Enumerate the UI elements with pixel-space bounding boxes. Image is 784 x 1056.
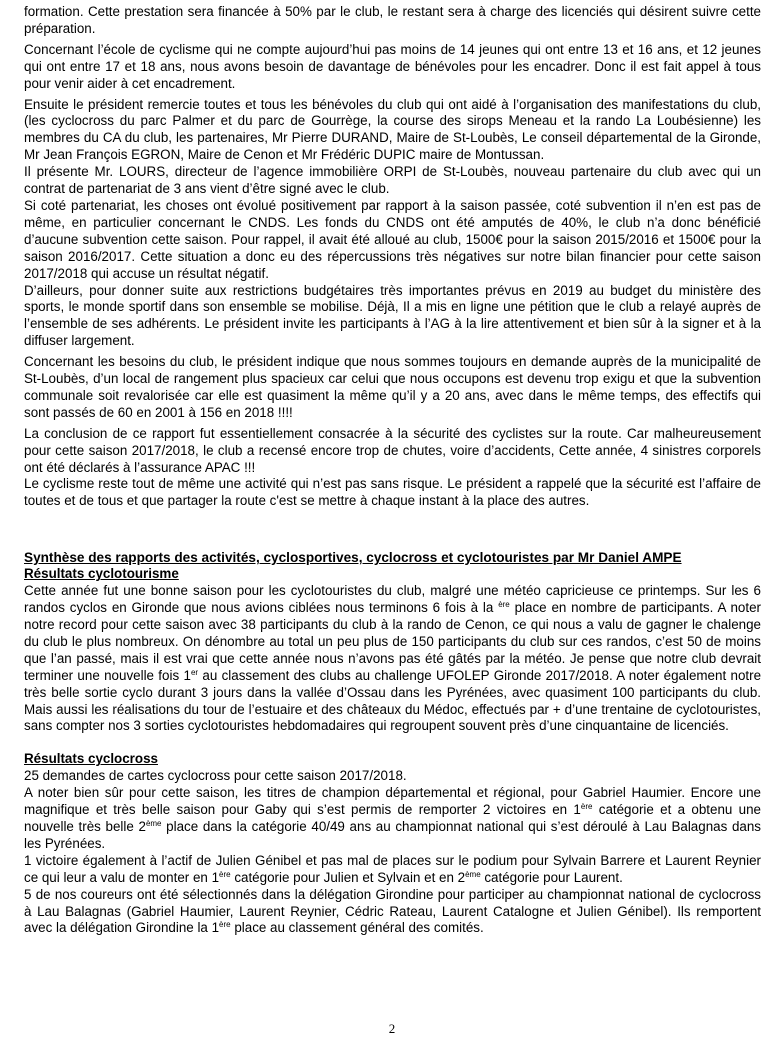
- superscript: ère: [219, 869, 231, 879]
- superscript: er: [190, 667, 199, 677]
- paragraph: Si coté partenariat, les choses ont évolué positivement par rapport à la saison passée, coté subvention il n’en est pas de même, en particulier concernant le CNDS. Les fonds du CNDS ont été amputés de 40%, le club n’a donc bénéficié d’aucune subvention cette saison. Pour rappel, il avait été alloué au club, 1500€ pour la saison 2015/2016 et 1500€ pour la saison 2016/2017. Cette situation a donc eu des répercussions très négatives sur notre bilan financier pour cette saison 2017/2018 qui accuse un résultat négatif.: [24, 197, 761, 281]
- superscript: ère: [580, 802, 593, 812]
- paragraph: Ensuite le président remercie toutes et tous les bénévoles du club qui ont aidé à l’organisation des manifestations du club, (les cyclocross du parc Palmer et du parc de Gourrège, la course des sirops Meneau et la rando La Loubésienne) les membres du CA du club, les partenaires, Mr Pierre DURAND, Maire de St-Loubès, Le conseil départemental de la Gironde, Mr Jean François EGRON, Maire de Cenon et Mr Frédéric DUPIC maire de Montussan.: [24, 96, 761, 163]
- subsection-title-cyclocross: Résultats cyclocross: [24, 751, 158, 767]
- text-run: place au classement général des comités.: [230, 920, 484, 936]
- text-run: place dans la catégorie 40/49 ans au championnat national qui s’est déroulé à Lau Balagnas dans les Pyrénées.: [24, 818, 761, 851]
- paragraph: Le cyclisme reste tout de même une activité qui n’est pas sans risque. Le président a rappelé que la sécurité est l’affaire de toutes et de tous et que partager la route c'est se mettre à chaque instant à la place des autres.: [24, 476, 761, 509]
- text-run: 1 victoire également à l’actif de Julien Génibel et pas mal de places sur le podium pour Sylvain Barrere et Laurent Reynier ce qui leur a valu de monter en 1: [24, 852, 761, 885]
- text-run: catégorie et a obtenu une nouvelle très belle 2: [24, 802, 761, 834]
- paragraph: La conclusion de ce rapport fut essentiellement consacrée à la sécurité des cyclistes sur la route. Car malheureusement pour cette saison 2017/2018, le club a recensé encore trop de chutes, voire d’accidents, Cette année, 4 sinistres corporels ont été déclarés à l’assurance APAC !!!: [24, 425, 761, 475]
- paragraph-cyclocross-champion: [24, 785, 761, 853]
- paragraph: Il présente Mr. LOURS, directeur de l’agence immobilière ORPI de St-Loubès, nouveau partenaire du club avec qui un contrat de partenariat de 3 ans vient d’être signé avec le club.: [24, 164, 761, 197]
- paragraph-cyclocross-podium: [24, 853, 761, 887]
- paragraph-cyclocross-cards: 25 demandes de cartes cyclocross pour cette saison 2017/2018.: [24, 768, 407, 784]
- paragraph: formation. Cette prestation sera financée à 50% par le club, le restant sera à charge des licenciés qui désirent suivre cette préparation.: [24, 4, 761, 36]
- paragraph: D’ailleurs, pour donner suite aux restrictions budgétaires très importantes prévus en 2019 au budget du ministère des sports, le monde sportif dans son ensemble se mobilise. Déjà, Il a mis en ligne une pétition que le club a relayé auprès de l’ensemble de ses adhérents. Le président invite les participants à l’AG à la lire attentivement et bien sûr à la signer et à la diffuser largement.: [24, 282, 761, 349]
- paragraph-cyclotourisme: [24, 583, 761, 735]
- superscript: ère: [498, 600, 510, 610]
- page-number: 2: [388, 1021, 396, 1036]
- text-run: place en nombre de participants. A noter notre record pour cette saison avec 38 participants du club à la rando de Cenon, ce qui nous a valu de gagner le chalenge du club le plus nombreux. On dénombre au total un peu plus de 150 participants du club sur ces randos, c’est 50 de moins que l’an passé, mais il est vrai que cette année nous n’avons pas été gâtés par la météo. Je pense que notre club devrait terminer une nouvelle fois 1: [24, 600, 761, 683]
- paragraph-cyclocross-national: [24, 887, 761, 938]
- paragraph: Concernant l’école de cyclisme qui ne compte aujourd’hui pas moins de 14 jeunes qui ont entre 13 et 16 ans, et 12 jeunes qui ont entre 17 et 18 ans, nous avons besoin de davantage de bénévoles pour les encadrer. Donc il est fait appel à tous pour venir aider à cet encadrement.: [24, 41, 761, 91]
- text-run: A noter bien sûr pour cette saison, les titres de champion départemental et régional, pour Gabriel Haumier. Encore une magnifique et très belle saison pour Gaby qui s’est permis de remporter 2 victoires en 1: [24, 785, 761, 818]
- text-run: catégorie pour Julien et Sylvain et en 2: [230, 869, 466, 885]
- text-run: Cette année fut une bonne saison pour les cyclotouristes du club, malgré une météo capricieuse ce printemps. Sur les 6 randos cyclos en Gironde que nous avions ciblées nous terminons 6 fois à la: [24, 583, 761, 616]
- text-run: au classement des clubs au challenge UFOLEP Gironde 2017/2018. A noter également notre très belle sortie cyclo durant 3 jours dans la vallée d’Ossau dans les Pyrénées, avec quasiment 100 participants du club. Mais aussi les réalisations du tour de l’estuaire et des châteaux du Médoc, effectués par + d’une trentaine de cyclotouristes, sans compter nos 3 sorties cyclotouristes hebdomadaires qui regroupent souvent près d’une cinquantaine de licenciés.: [24, 667, 762, 734]
- superscript: ère: [219, 920, 231, 930]
- paragraph: Concernant les besoins du club, le président indique que nous sommes toujours en demande auprès de la municipalité de St-Loubès, d’un local de rangement plus spacieux car celui que nous occupons est devenu trop exigu et que la subvention communale soit revalorisée car elle est quasiment la même qu’il y a 20 ans, avec dans le même temps, des effectifs qui sont passés de 60 en 2001 à 156 en 2018 !!!!: [24, 354, 761, 420]
- text-run: 5 de nos coureurs ont été sélectionnés dans la délégation Girondine pour participer au championnat national de cyclocross à Lau Balagnas (Gabriel Haumier, Laurent Reynier, Cédric Rateau, Laurent Catalogne et Julien Génibel). Ils remportent avec la délégation Girondine la 1: [24, 886, 761, 936]
- section-title: Synthèse des rapports des activités, cyclosportives, cyclocross et cyclotouristes par Mr Daniel AMPE: [24, 550, 682, 566]
- document-page: [24, 4, 761, 937]
- subsection-title-cyclotourisme: Résultats cyclotourisme: [24, 566, 179, 582]
- superscript: ème: [465, 869, 481, 879]
- text-run: catégorie pour Laurent.: [480, 869, 623, 885]
- superscript: ème: [145, 818, 162, 828]
